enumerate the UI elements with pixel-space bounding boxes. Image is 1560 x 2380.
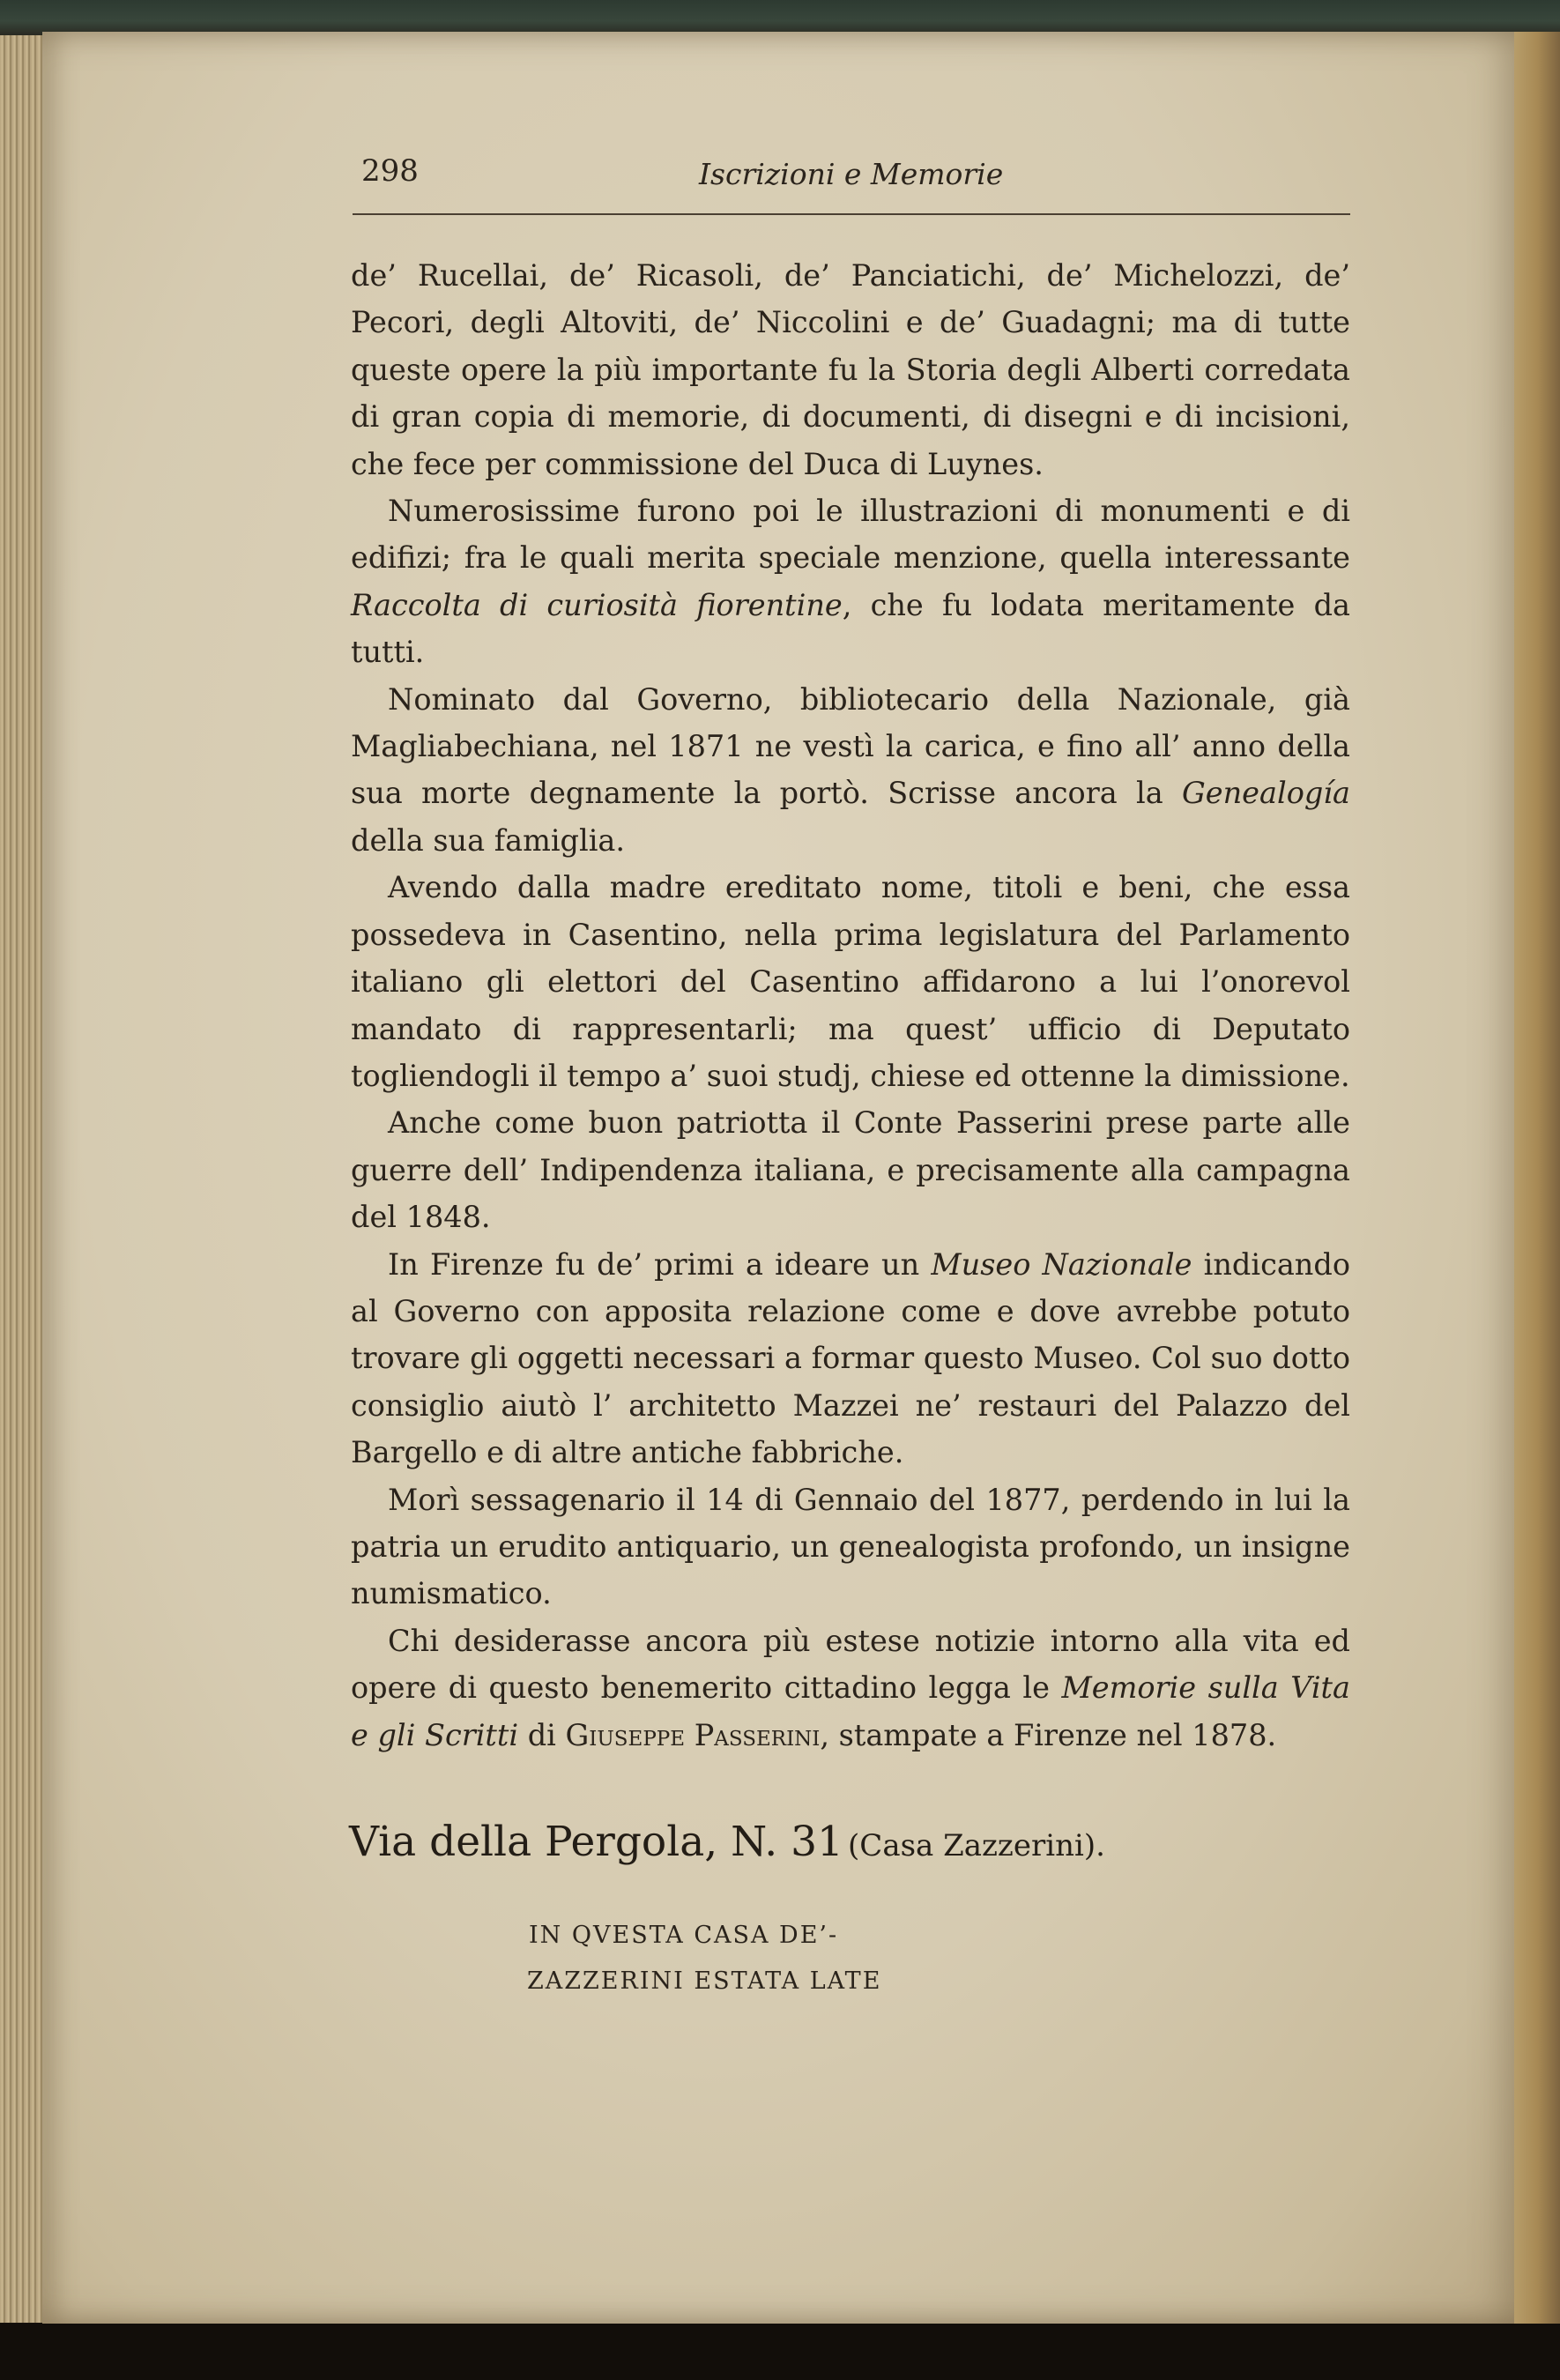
paragraph-6-tail: indicando al Governo con apposita relazione come e dove avrebbe potuto trovare gli oggetti necessari a formar questo Museo. Col suo dotto consiglio aiutò l’ architetto Mazzei ne’ restauri del Palazzo del Bargello e di altre antiche fabbriche.	[351, 1246, 1350, 1470]
paragraph-2-tail: , che fu lodata meritamente da tutti.	[351, 587, 1350, 670]
page-edges-left	[0, 35, 44, 2323]
paragraph-6-title: Museo Nazionale	[931, 1246, 1192, 1282]
paragraph-3-title: Genealogía	[1182, 776, 1350, 811]
paragraph-1: de’ Rucellai, de’ Ricasoli, de’ Panciatichi, de’ Michelozzi, de’ Pecori, degli Altoviti, de’ Niccolini e de’ Guadagni; ma di tutte queste opere la più importante fu la Storia degli Alberti corredata di gran copia di memorie, di documenti, di disegni e di incisioni, che fece per commissione del Duca di Luynes.	[351, 258, 1350, 481]
paragraph-8-connector: di	[518, 1717, 566, 1752]
paragraph-8-text: Chi desiderasse ancora più estese notizie intorno alla vita ed opere di questo benemerito cittadino legga le	[351, 1623, 1350, 1706]
paragraph-6-text: In Firenze fu de’ primi a ideare un	[388, 1246, 932, 1282]
address-note: (Casa Zazzerini).	[848, 1828, 1105, 1863]
paragraph-4: Avendo dalla madre ereditato nome, titoli e beni, che essa possedeva in Casentino, nella prima legislatura del Parlamento italiano gli elettori del Casentino affidarono a lui l’onorevol mandato di rappresentarli; ma quest’ ufficio di Deputato togliendogli il tempo a’ suoi studj, chiese ed ottenne la dimissione.	[351, 870, 1350, 1093]
bottom-scan-band	[0, 2324, 1560, 2380]
inscription-line-2: ZAZZERINI ESTATA LATE	[527, 1967, 882, 1995]
paragraph-8-author: Giuseppe Passerini	[565, 1717, 821, 1752]
paragraph-2-text: Numerosissime furono poi le illustrazioni di monumenti e di edifizi; fra le quali merita speciale menzione, quella interessante	[351, 494, 1350, 576]
paragraph-3	[351, 676, 1350, 865]
inscription-text	[529, 1913, 1022, 2004]
paragraph-8-tail: , stampate a Firenze nel 1878.	[820, 1717, 1277, 1752]
running-head: Iscrizioni e Memorie	[699, 157, 1004, 191]
paragraph-8-title: Memorie sulla Vita e gli Scritti	[351, 1670, 1350, 1752]
header-rule	[353, 213, 1350, 215]
paragraph-8	[351, 1618, 1350, 1759]
paragraph-7: Morì sessagenario il 14 di Gennaio del 1877, perdendo in lui la patria un erudito antiquario, un genealogista profondo, un insigne numismatico.	[351, 1482, 1350, 1611]
body-text	[351, 252, 1350, 1759]
section-address-heading	[349, 1818, 1354, 1866]
paragraph-2	[351, 487, 1350, 676]
inscription-line-1: IN QVESTA CASA DE’-	[529, 1922, 839, 1949]
address-main: Via della Pergola, N. 31	[349, 1818, 843, 1866]
top-cover-band	[0, 0, 1560, 35]
page-number: 298	[361, 153, 419, 189]
paragraph-3-tail: della sua famiglia.	[351, 822, 626, 858]
page-header	[361, 150, 1348, 199]
paragraph-5: Anche come buon patriotta il Conte Passerini prese parte alle guerre dell’ Indipendenza italiana, e precisamente alla campagna del 1848.	[351, 1105, 1350, 1235]
paragraph-3-text: Nominato dal Governo, bibliotecario della Nazionale, già Magliabechiana, nel 1871 ne vestì la carica, e fino all’ anno della sua morte degnamente la portò. Scrisse ancora la	[351, 681, 1350, 811]
paragraph-6	[351, 1241, 1350, 1476]
paragraph-2-title: Raccolta di curiosità fiorentine	[351, 587, 843, 622]
page-edge-right	[1514, 32, 1560, 2324]
